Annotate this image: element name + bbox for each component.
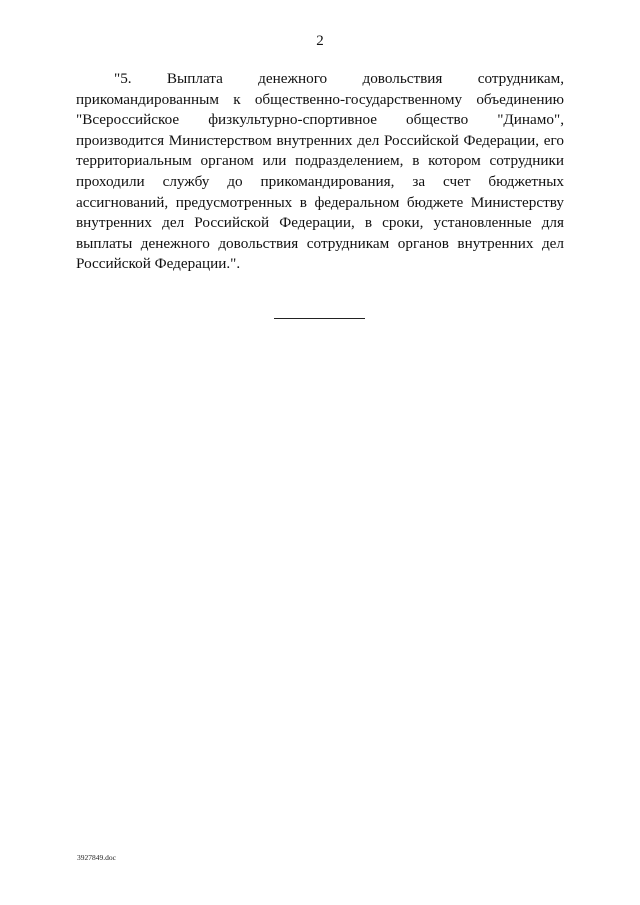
amendment-paragraph: "5. Выплата денежного довольствия сотрудникам, прикомандированным к общественно-государственному объединению "Всероссийское физкультурно-спортивное общество "Динамо", производится Министерством внутренних дел Российской Федерации, его территориальным органом или подразделением, в котором сотрудники проходили службу до прикомандирования, за счет бюджетных ассигнований, предусмотренных в федеральном бюджете Министерству внутренних дел Российской Федерации, в сроки, установленные для выплаты денежного довольствия сотрудникам органов внутренних дел Российской Федерации.".: [76, 70, 564, 273]
footer-filename: 3927849.doc: [77, 853, 116, 862]
page-number: 2: [316, 33, 324, 49]
end-separator-line: [274, 318, 365, 319]
